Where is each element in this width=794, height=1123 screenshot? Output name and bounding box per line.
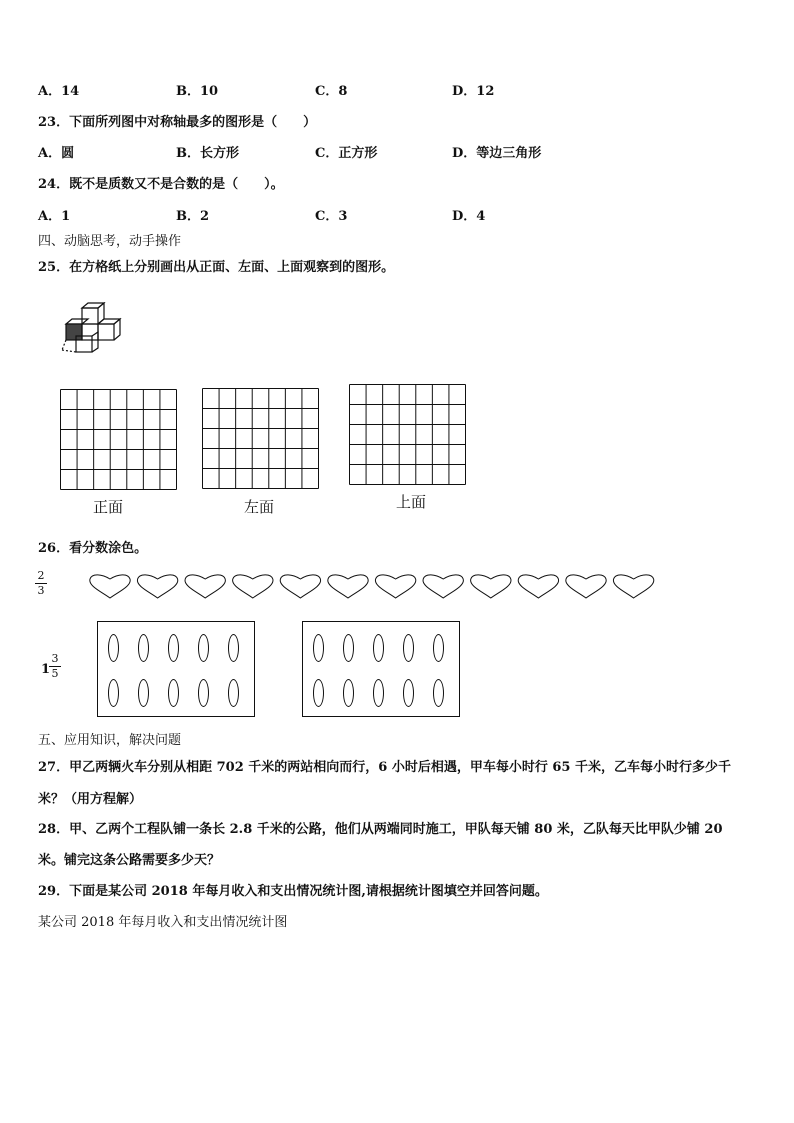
cube-stack-figure: [58, 302, 128, 362]
q29-chart-title: 某公司 2018 年每月收入和支出情况统计图: [38, 915, 288, 930]
grid-front-label: 正面: [93, 498, 124, 516]
grid-left[interactable]: [202, 388, 319, 490]
oval-shape[interactable]: [343, 634, 354, 662]
q23-option-d: D．等边三角形: [452, 146, 542, 161]
oval-shape[interactable]: [313, 679, 324, 707]
oval-shape[interactable]: [138, 679, 149, 707]
oval-shape[interactable]: [403, 634, 414, 662]
heart-shape[interactable]: [613, 575, 653, 598]
section-5-heading: 五、应用知识，解决问题: [38, 733, 182, 748]
heart-shape[interactable]: [375, 575, 415, 598]
heart-shape[interactable]: [518, 575, 558, 598]
q28-line-1: 28．甲、乙两个工程队铺一条长 2.8 千米的公路，他们从两端同时施工，甲队每天铺 80 米，乙队每天比甲队少铺 20: [38, 822, 723, 837]
fraction-numerator: 3: [51, 652, 59, 665]
oval-shape[interactable]: [433, 634, 444, 662]
fraction-denominator: 5: [51, 667, 59, 680]
hearts-row[interactable]: [88, 572, 668, 604]
q28-line-2: 米。铺完这条公路需要多少天？: [38, 853, 221, 868]
oval-shape[interactable]: [403, 679, 414, 707]
oval-shape[interactable]: [168, 634, 179, 662]
q23-option-b: B．长方形: [176, 146, 239, 161]
section-4-heading: 四、动脑思考，动手操作: [38, 234, 182, 249]
grid-top-label: 上面: [396, 493, 427, 511]
heart-shape[interactable]: [137, 575, 177, 598]
q25-stem: 25．在方格纸上分别画出从正面、左面、上面观察到的图形。: [38, 260, 395, 275]
heart-shape[interactable]: [233, 575, 273, 598]
heart-shape[interactable]: [280, 575, 320, 598]
q22-option-a: A．14: [38, 84, 80, 99]
oval-shape[interactable]: [343, 679, 354, 707]
q27-line-2: 米？（用方程解）: [38, 792, 143, 807]
oval-shape[interactable]: [108, 634, 119, 662]
heart-shape[interactable]: [90, 575, 130, 598]
q24-option-c: C．3: [315, 209, 348, 224]
oval-shape[interactable]: [198, 679, 209, 707]
fraction-numerator: 2: [37, 569, 45, 582]
oval-box-1[interactable]: [97, 621, 255, 717]
oval-shape[interactable]: [138, 634, 149, 662]
heart-shape[interactable]: [566, 575, 606, 598]
oval-shape[interactable]: [228, 634, 239, 662]
heart-shape[interactable]: [471, 575, 511, 598]
q24-option-d: D．4: [452, 209, 486, 224]
q23-stem: 23．下面所列图中对称轴最多的图形是（ ）: [38, 115, 317, 130]
q26-stem: 26．看分数涂色。: [38, 541, 148, 556]
q29-stem: 29．下面是某公司 2018 年每月收入和支出情况统计图,请根据统计图填空并回答问题。: [38, 884, 548, 899]
oval-shape[interactable]: [313, 634, 324, 662]
grid-left-label: 左面: [244, 498, 275, 516]
oval-shape[interactable]: [108, 679, 119, 707]
q23-option-c: C．正方形: [315, 146, 378, 161]
oval-shape[interactable]: [373, 634, 384, 662]
q22-option-b: B．10: [176, 84, 219, 99]
q24-option-a: A．1: [38, 209, 71, 224]
q23-option-a: A．圆: [38, 146, 75, 161]
oval-shape[interactable]: [373, 679, 384, 707]
oval-shape[interactable]: [228, 679, 239, 707]
heart-shape[interactable]: [185, 575, 225, 598]
q27-line-1: 27．甲乙两辆火车分别从相距 702 千米的两站相向而行，6 小时后相遇，甲车每小时行 65 千米，乙车每小时行多少千: [38, 760, 731, 775]
fraction-denominator: 3: [37, 584, 45, 597]
oval-shape[interactable]: [168, 679, 179, 707]
grid-front[interactable]: [60, 389, 177, 491]
grid-top[interactable]: [349, 384, 466, 486]
mixed-number-whole: 1: [41, 662, 51, 677]
q22-option-d: D．12: [452, 84, 495, 99]
q24-option-b: B．2: [176, 209, 210, 224]
oval-shape[interactable]: [198, 634, 209, 662]
heart-shape[interactable]: [423, 575, 463, 598]
fraction-two-thirds: [35, 570, 47, 597]
heart-shape[interactable]: [328, 575, 368, 598]
fraction-three-fifths: [49, 653, 61, 680]
q24-stem: 24．既不是质数又不是合数的是（ ）。: [38, 177, 284, 192]
oval-shape[interactable]: [433, 679, 444, 707]
q22-option-c: C．8: [315, 84, 348, 99]
oval-box-2[interactable]: [302, 621, 460, 717]
